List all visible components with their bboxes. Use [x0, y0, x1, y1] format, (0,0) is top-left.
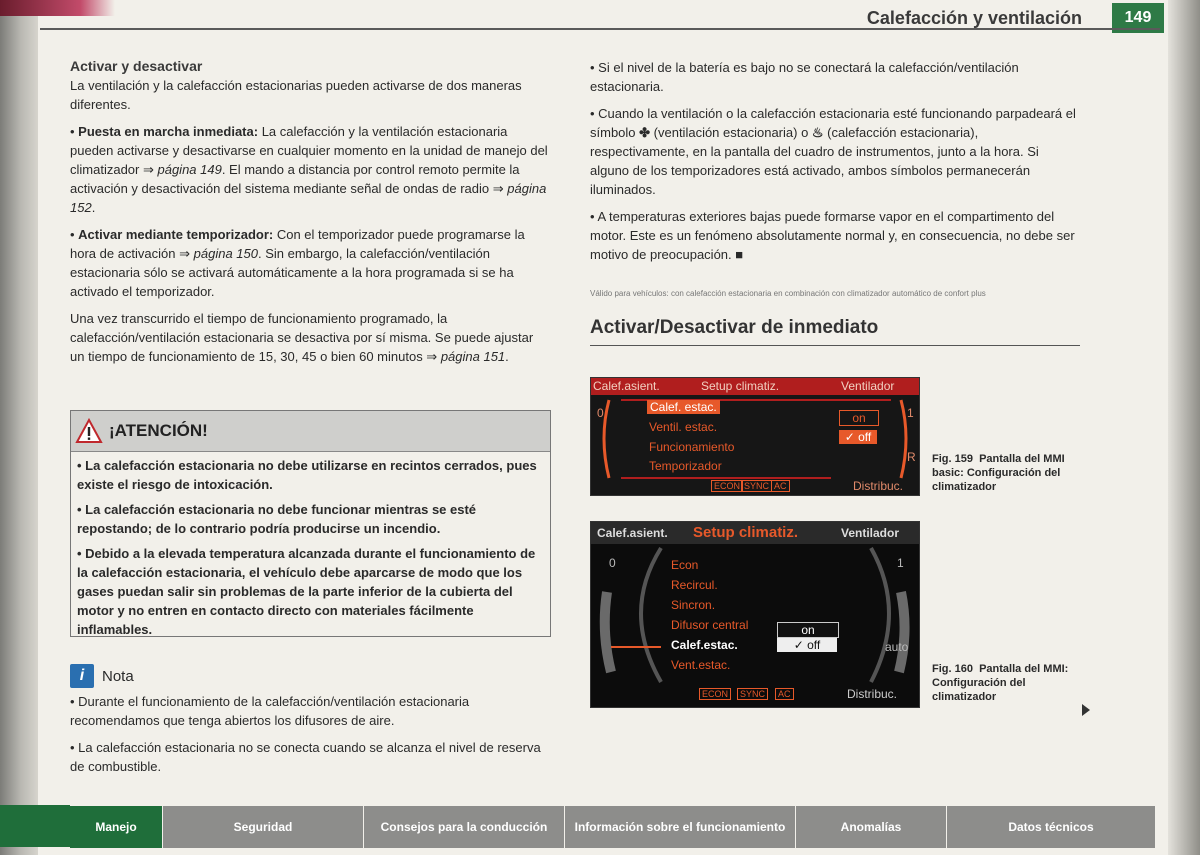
menu-item-econ[interactable]: Econ	[671, 558, 699, 572]
btn-econ[interactable]: ECON	[711, 480, 743, 492]
figure-caption: Fig. 159 Pantalla del MMI basic: Configuración del climatizador	[932, 453, 1065, 493]
runtime-paragraph: Una vez transcurrido el tiempo de funcionamiento programado, la calefacción/ventilación estacionaria se desactiva por sí misma. Se puede ajustar un tiempo de funcionamiento de 15, 30, 45 o bien 60 minutos ⇒ página 151.	[70, 311, 534, 364]
btn-sync[interactable]: SYNC	[737, 688, 768, 700]
fan-icon: ✤	[639, 125, 651, 140]
warning-header	[71, 411, 550, 452]
warning-box	[70, 410, 551, 637]
menu-item-calef-estac[interactable]: Calef.estac.	[671, 638, 738, 652]
tab-datos-tecnicos[interactable]: Datos técnicos	[947, 806, 1156, 848]
menu-item-ventil-estac[interactable]: Ventil. estac.	[649, 420, 718, 434]
menu-item-funcionamiento[interactable]: Funcionamiento	[649, 440, 735, 454]
tab-informacion[interactable]: Información sobre el funcionamiento	[565, 806, 796, 848]
intro-text: La ventilación y la calefacción estacionarias pueden activarse de dos maneras diferentes.	[70, 78, 522, 112]
heater-icon: ♨	[811, 125, 824, 140]
note-item: • La calefacción estacionaria no se conecta cuando se alcanza el nivel de reserva de combustible.	[70, 740, 541, 774]
bullet-timer: • Activar mediante temporizador: Con el temporizador puede programarse la hora de activación ⇒ página 150. Sin embargo, la calefacción/ventilación estacionaria sólo se activará automáticamente a la hora programada si se ha activado el temporizador.	[70, 227, 525, 299]
menu-item-recircul[interactable]: Recircul.	[671, 578, 718, 592]
option-off[interactable]: ✓ off	[777, 638, 837, 652]
menu-item-calef-estac[interactable]: Calef. estac.	[647, 400, 720, 414]
screen-distribution[interactable]: Distribuc.	[853, 479, 904, 493]
page-link[interactable]: página 151	[440, 349, 506, 364]
book-spine	[0, 0, 38, 855]
bullet-immediate: • Puesta en marcha inmediata: La calefacción y la ventilación estacionaria pueden activarse y desactivarse en cualquier momento en la unidad de manejo del climatizador ⇒ página 149. El mando a distancia por control remoto permite la activación y desactivación del sistema mediante señal de ondas de radio ⇒ página 152.	[70, 124, 548, 215]
bookmark-mark	[0, 0, 115, 16]
btn-ac[interactable]: AC	[775, 688, 794, 700]
page-edge	[1168, 0, 1200, 855]
tab-seguridad[interactable]: Seguridad	[163, 806, 364, 848]
tab-manejo[interactable]: Manejo	[70, 806, 163, 848]
screen-tab-setup: Setup climatiz.	[701, 379, 780, 393]
spine-tab	[0, 805, 70, 847]
note-title: Nota	[102, 667, 134, 685]
chapter-title: Calefacción y ventilación	[866, 8, 1082, 28]
page-link[interactable]: página 150	[193, 246, 258, 261]
bullet-battery: • Si el nivel de la batería es bajo no se conectará la calefacción/ventilación estacionaria.	[590, 60, 1019, 94]
screen-tab-setup: Setup climatiz.	[693, 524, 799, 541]
note-item: • Durante el funcionamiento de la calefacción/ventilación estacionaria recomendamos que tenga abiertos los difusores de aire.	[70, 694, 470, 728]
screen-tab-fan: Ventilador	[841, 379, 895, 393]
end-square-icon: ■	[735, 247, 744, 262]
screen-tab-seat-heating: Calef.asient.	[597, 526, 668, 540]
warning-item: • La calefacción estacionaria no debe utilizarse en recintos cerrados, pues existe el riesgo de intoxicación.	[77, 458, 537, 492]
screen-distribution[interactable]: Distribuc.	[847, 687, 898, 701]
tab-consejos[interactable]: Consejos para la conducción	[364, 806, 565, 848]
info-icon: i	[70, 664, 94, 688]
mmi-basic-screen: Calef.asient. Setup climatiz. Ventilador 0 1 R Calef. estac. Ventil. estac. Funcionamiento Temporizador on ✓ off ECON SYNC AC Distribuc.	[590, 377, 920, 496]
page-link[interactable]: página 152	[70, 181, 547, 215]
btn-econ[interactable]: ECON	[699, 688, 731, 700]
option-off[interactable]: ✓ off	[839, 430, 877, 444]
chapter-nav	[70, 806, 1170, 848]
left-column	[70, 58, 548, 374]
menu-item-sincron[interactable]: Sincron.	[671, 598, 716, 612]
figure-caption: Fig. 160 Pantalla del MMI: Configuración del climatizador	[932, 663, 1069, 703]
note-section	[70, 660, 548, 784]
screen-frame	[591, 522, 919, 707]
warning-item: • Debido a la elevada temperatura alcanzada durante el funcionamiento de la calefacción estacionaria, el vehículo debe aparcarse de modo que los gases puedan salir sin problemas de la parte inferior de la cubierta del motor y no entren en contacto directo con materiales fácilmente inflamables.	[77, 546, 536, 637]
menu-item-temporizador[interactable]: Temporizador	[649, 459, 722, 473]
option-on[interactable]: on	[777, 622, 839, 638]
header-rule	[40, 28, 1160, 30]
menu-item-difusor-central[interactable]: Difusor central	[671, 618, 749, 632]
screen-tab-seat-heating: Calef.asient.	[593, 379, 660, 393]
warning-item: • La calefacción estacionaria no debe funcionar mientras se esté repostando; de lo contrario podría producirse un incendio.	[77, 502, 477, 536]
btn-ac[interactable]: AC	[771, 480, 790, 492]
page-link[interactable]: página 149	[157, 162, 222, 177]
mmi-screen: Calef.asient. Setup climatiz. Ventilador 0 1 auto Econ Recircul. Sincron. Difusor central Calef.estac. Vent.estac. on ✓ off ECON SYNC AC Distribuc.	[590, 521, 920, 708]
warning-title: ¡ATENCIÓN!	[109, 421, 208, 440]
bullet-vapor: • A temperaturas exteriores bajas puede formarse vapor en el compartimento del motor. Este es un fenómeno absolutamente normal y, en consecuencia, no debe ser motivo de preocupación. ■	[590, 209, 1075, 262]
menu-item-vent-estac[interactable]: Vent.estac.	[671, 658, 731, 672]
btn-sync[interactable]: SYNC	[741, 480, 772, 492]
right-column	[590, 58, 1080, 354]
section-title: Activar/Desactivar de inmediato	[590, 317, 1080, 346]
bullet-symbols: • Cuando la ventilación o la calefacción estacionaria esté funcionando parpadeará el símbolo ✤ (ventilación estacionaria) o ♨ (calefacción estacionaria), respectivamente, en la pantalla del cuadro de instrumentos, junto a la hora. Si alguno de los temporizadores está activado, ambos símbolos permanecerán iluminados.	[590, 106, 1076, 197]
page-number: 149	[1112, 3, 1164, 33]
tab-anomalias[interactable]: Anomalías	[796, 806, 947, 848]
warning-triangle-icon	[75, 418, 103, 444]
option-on[interactable]: on	[839, 410, 879, 426]
screen-tab-fan: Ventilador	[841, 526, 900, 540]
continue-arrow-icon	[1082, 704, 1090, 716]
validity-note: Válido para vehículos: con calefacción estacionaria en combinación con climatizador automático de confort plus	[590, 289, 986, 298]
section-heading: Activar y desactivar	[70, 58, 203, 74]
